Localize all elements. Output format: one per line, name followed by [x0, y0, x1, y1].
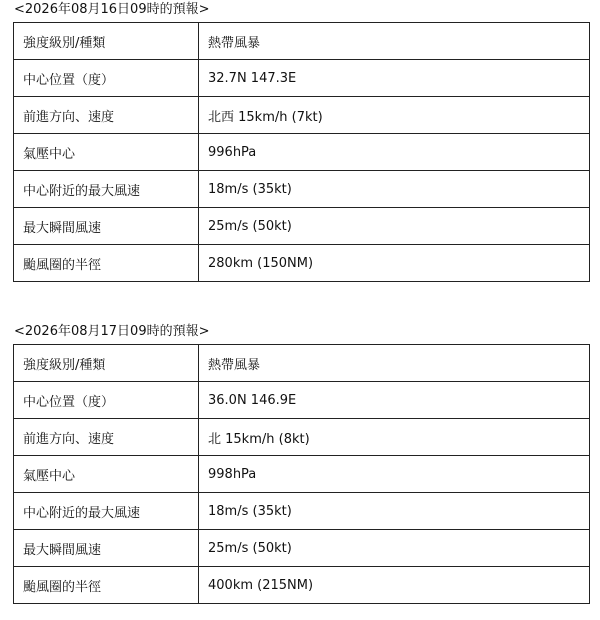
forecast-section-1	[13, 0, 590, 282]
table-row	[14, 208, 590, 245]
row-label: 中心附近的最大風速	[14, 493, 199, 530]
row-label: 氣壓中心	[14, 134, 199, 171]
row-value: 25m/s (50kt)	[199, 530, 590, 567]
row-value: 北 15km/h (8kt)	[199, 419, 590, 456]
table-row	[14, 60, 590, 97]
table-row	[14, 530, 590, 567]
table-row	[14, 97, 590, 134]
row-value: 18m/s (35kt)	[199, 171, 590, 208]
table-row	[14, 493, 590, 530]
table-row	[14, 245, 590, 282]
table-row	[14, 567, 590, 604]
row-value: 400km (215NM)	[199, 567, 590, 604]
row-value: 25m/s (50kt)	[199, 208, 590, 245]
row-label: 強度級別/種類	[14, 23, 199, 60]
table-row	[14, 134, 590, 171]
row-label: 強度級別/種類	[14, 345, 199, 382]
row-label: 中心附近的最大風速	[14, 171, 199, 208]
table-row	[14, 456, 590, 493]
forecast-table	[13, 22, 590, 282]
forecast-section-2	[13, 322, 590, 604]
row-label: 中心位置（度）	[14, 60, 199, 97]
row-value: 32.7N 147.3E	[199, 60, 590, 97]
table-row	[14, 382, 590, 419]
row-label: 氣壓中心	[14, 456, 199, 493]
forecast-heading: <2026年08月17日09時的預報>	[14, 324, 210, 339]
table-row	[14, 171, 590, 208]
row-label: 颱風圈的半徑	[14, 245, 199, 282]
row-label: 颱風圈的半徑	[14, 567, 199, 604]
row-value: 996hPa	[199, 134, 590, 171]
forecast-heading: <2026年08月16日09時的預報>	[14, 2, 210, 17]
table-row	[14, 419, 590, 456]
table-row	[14, 23, 590, 60]
row-label: 最大瞬間風速	[14, 530, 199, 567]
row-label: 前進方向、速度	[14, 97, 199, 134]
row-value: 36.0N 146.9E	[199, 382, 590, 419]
row-value: 280km (150NM)	[199, 245, 590, 282]
row-value: 18m/s (35kt)	[199, 493, 590, 530]
row-value: 北西 15km/h (7kt)	[199, 97, 590, 134]
forecast-table	[13, 344, 590, 604]
table-row	[14, 345, 590, 382]
row-label: 中心位置（度）	[14, 382, 199, 419]
row-label: 前進方向、速度	[14, 419, 199, 456]
row-value: 熱帶風暴	[199, 345, 590, 382]
row-value: 998hPa	[199, 456, 590, 493]
row-value: 熱帶風暴	[199, 23, 590, 60]
row-label: 最大瞬間風速	[14, 208, 199, 245]
